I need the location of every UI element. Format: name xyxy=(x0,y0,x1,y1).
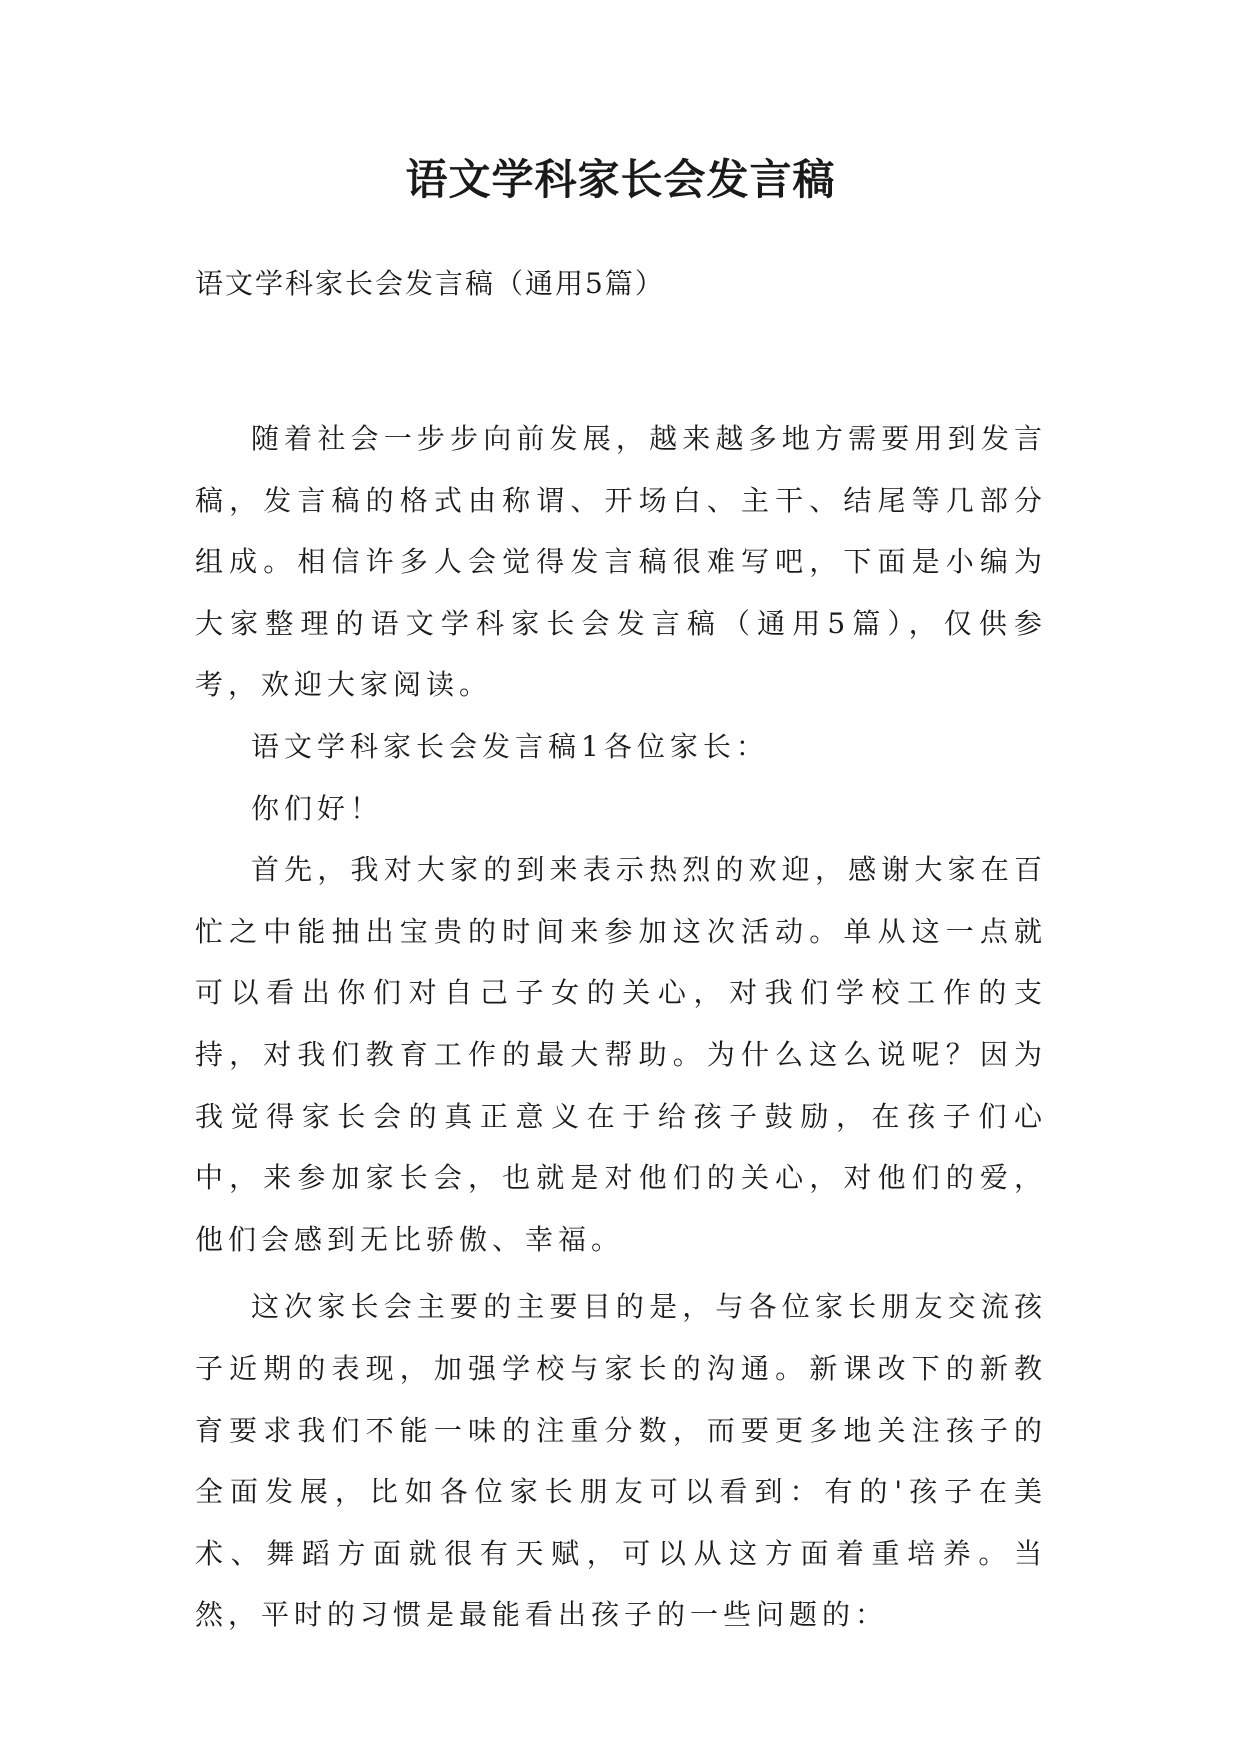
paragraph-greeting: 你们好！ xyxy=(251,791,384,825)
document-title: 语文学科家长会发言稿 xyxy=(405,155,836,204)
document-subtitle: 语文学科家长会发言稿（通用5篇） xyxy=(195,267,665,300)
document-body xyxy=(195,408,1047,1646)
paragraph-speech-heading: 语文学科家长会发言稿1各位家长： xyxy=(251,729,769,763)
paragraph-purpose: 这次家长会主要的主要目的是，与各位家长朋友交流孩子近期的表现，加强学校与家长的沟通。新课改下的新教育要求我们不能一味的注重分数，而要更多地关注孩子的全面发展，比如各位家长朋友可以看到：有的'孩子在美术、舞蹈方面就很有天赋，可以从这方面着重培养。当然，平时的习惯是最能看出孩子的一些问题的： xyxy=(195,1290,1047,1632)
paragraph-intro: 随着社会一步步向前发展，越来越多地方需要用到发言稿，发言稿的格式由称谓、开场白、主干、结尾等几部分组成。相信许多人会觉得发言稿很难写吧，下面是小编为大家整理的语文学科家长会发言稿（通用5篇），仅供参考，欢迎大家阅读。 xyxy=(195,422,1047,702)
paragraph-welcome: 首先，我对大家的到来表示热烈的欢迎，感谢大家在百忙之中能抽出宝贵的时间来参加这次活动。单从这一点就可以看出你们对自己子女的关心，对我们学校工作的支持，对我们教育工作的最大帮助。为什么这么说呢？因为我觉得家长会的真正意义在于给孩子鼓励，在孩子们心中，来参加家长会，也就是对他们的关心，对他们的爱，他们会感到无比骄傲、幸福。 xyxy=(195,853,1047,1256)
